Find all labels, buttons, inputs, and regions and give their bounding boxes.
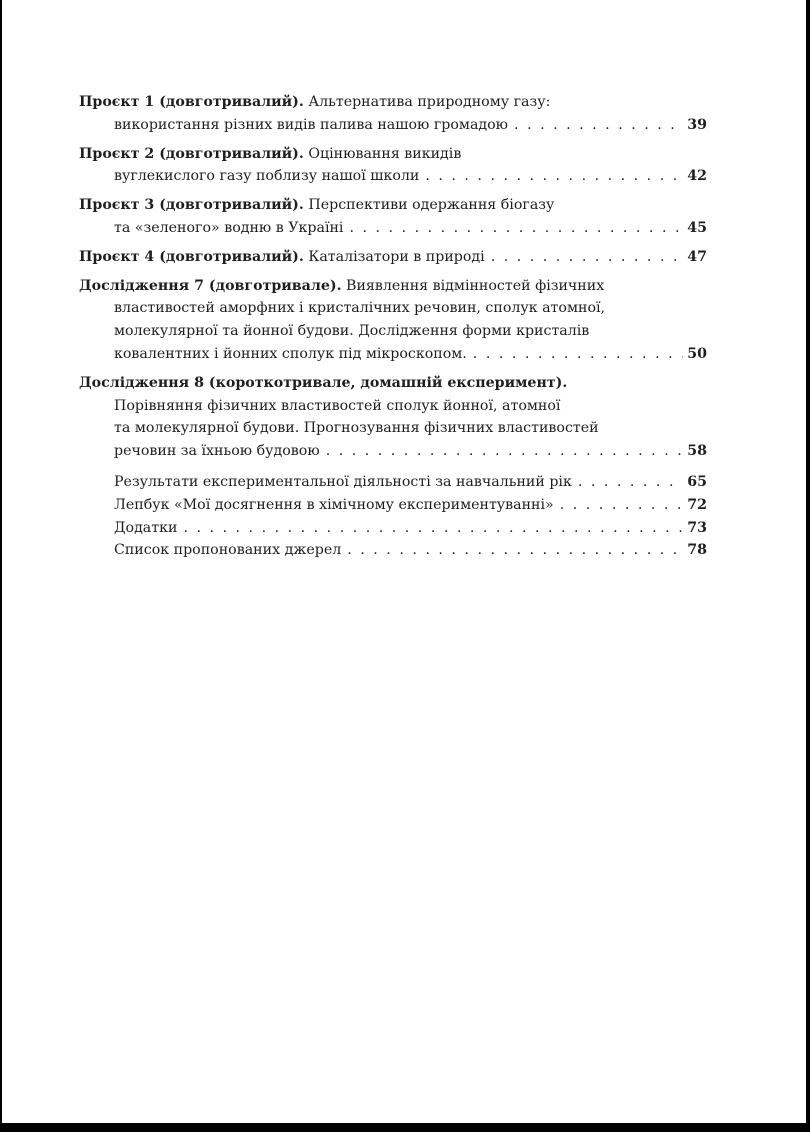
toc-entry-title: Оцінювання викидів [308,145,462,162]
toc-entry-heading: Проєкт 2 (довготривалий). [79,145,304,162]
toc-entry-title: Список пропонованих джерел [114,542,342,559]
dot-leader [491,246,684,269]
toc-entry-lapbook[interactable] [79,494,707,517]
toc-entry-title: Альтернатива природному газу: [308,94,551,110]
dot-leader [326,440,684,463]
dot-leader [183,517,683,540]
toc-entry-project-3[interactable] [79,194,707,240]
toc-entry-sources[interactable] [79,539,707,562]
toc-entry-title-cont: вуглекислого газу поблизу нашої школи [114,168,420,185]
toc-entry-title-cont: речовин за їхньою будовою [114,443,320,460]
toc-entry-title: Лепбук «Мої досягнення в хімічному експериментуванні» [114,496,554,513]
toc-entry-heading: Дослідження 8 (короткотривале, домашній експеримент). [79,374,568,391]
dot-leader [560,494,684,517]
toc-entry-project-1[interactable] [79,91,707,137]
toc-entry-title: Результати експериментальної діяльності за навчальний рік [114,473,572,490]
toc-page-number[interactable]: 39 [687,116,707,133]
toc-entry-research-7[interactable] [79,275,707,366]
toc-entry-project-4[interactable] [79,246,707,269]
toc-entry-heading: Проєкт 3 (довготривалий). [79,197,304,214]
toc-entry-appendix[interactable] [79,517,707,540]
toc-entry-title-cont: та молекулярної будови. Прогнозування фізичних властивостей [114,420,599,437]
toc-entry-title-cont: та «зеленого» водню в Україні [114,219,344,236]
toc-page-number[interactable]: 45 [687,219,707,236]
toc-entry-research-8[interactable] [79,372,707,463]
toc-page-number[interactable]: 65 [687,473,707,490]
toc-entry-title-cont: молекулярної та йонної будови. Дослідження форми кристалів [114,323,590,340]
toc-entry-title: Перспективи одержання біогазу [308,197,555,214]
toc-entry-heading: Дослідження 7 (довготривале). [79,277,342,294]
dot-leader [347,539,683,562]
dot-leader [349,217,683,240]
toc-page-number[interactable]: 78 [687,542,707,559]
toc-entry-title: Порівняння фізичних властивостей сполук йонної, атомної [114,397,561,414]
toc-page-number[interactable]: 73 [687,519,707,536]
toc-entry-project-2[interactable] [79,143,707,189]
toc-page-number[interactable]: 72 [687,496,707,513]
toc-entry-title: Виявлення відмінностей фізичних [346,277,605,294]
toc-entry-title-cont: використання різних видів палива нашою громадою [114,116,509,133]
table-of-contents [79,91,707,562]
toc-entry-title: Каталізатори в природі [308,248,485,265]
toc-entry-heading: Проєкт 4 (довготривалий). [79,248,304,265]
toc-page-number[interactable]: 47 [687,248,707,265]
toc-page-number[interactable]: 58 [687,443,707,460]
toc-page-number[interactable]: 42 [687,168,707,185]
dot-leader [578,471,683,494]
toc-page-number[interactable]: 50 [687,345,707,362]
dot-leader [514,114,683,137]
toc-entry-title-cont: властивостей аморфних і кристалічних речовин, сполук атомної, [114,300,606,317]
toc-entry-heading: Проєкт 1 (довготривалий). [79,94,304,110]
dot-leader [473,343,683,366]
dot-leader [425,165,683,188]
toc-entry-title: Додатки [114,519,178,536]
toc-entry-title-cont: ковалентних і йонних сполук під мікроскопом. [114,345,467,362]
toc-entry-results[interactable] [79,471,707,494]
